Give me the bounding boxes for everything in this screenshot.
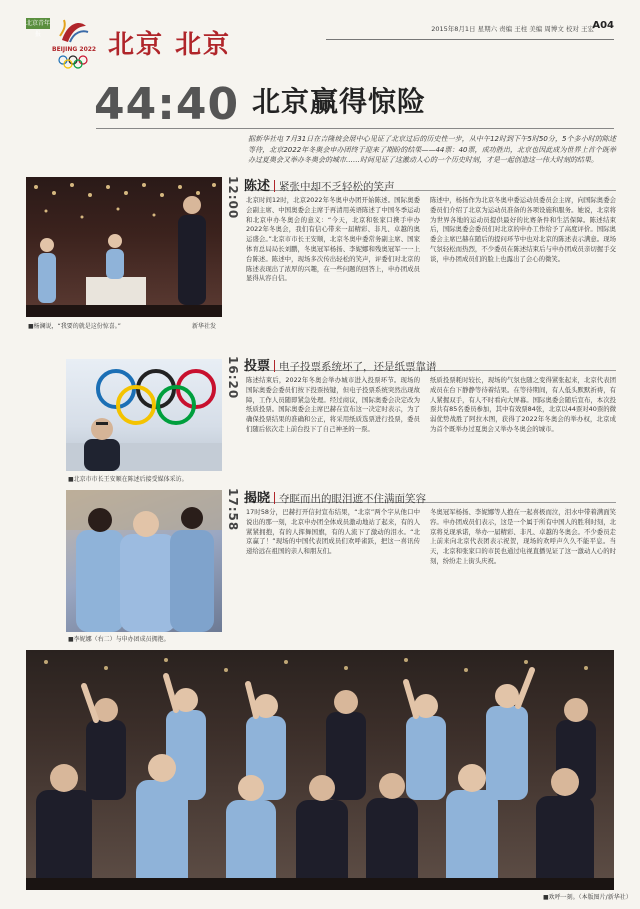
time-label-3: 17:58	[226, 488, 240, 532]
section-subtitle: 夺眶而出的眼泪遮不住满面笑容	[279, 493, 427, 505]
photo1-caption: ■杨澜说，“我要的就是这份惊喜。”	[28, 323, 121, 330]
voting-photo	[66, 359, 222, 471]
celebration-crowd-photo	[26, 650, 614, 890]
section-tag: 北京青年报	[26, 20, 51, 38]
headline-rule	[96, 128, 614, 129]
photo1-credit: 新华社发	[192, 323, 217, 330]
celebration-hug-photo	[66, 490, 222, 632]
presentation-photo	[26, 177, 222, 317]
article-column: 陈述结束后，2022年冬奥会举办城市进入投票环节。现场的国际奥委会委员们按下投票按键，但电子投票系统突然出现故障，工作人员随即紧急处理。经过商议，国际奥委会决定改为纸质投票。国际奥委会主席巴赫在宣布这一决定时表示，为了确保投票结果的准确和公正，将采用纸质选票进行投票，委员们随后依次走上前台投下了自己神圣的一票。	[246, 376, 420, 433]
section-separator	[274, 492, 275, 504]
photo2-caption: ■北京市市长王安顺在陈述后接受媒体采访。	[68, 476, 188, 483]
section-header-presentation	[244, 175, 616, 194]
time-label-2: 16:20	[226, 356, 240, 400]
time-label-1: 12:00	[226, 176, 240, 220]
article-column: 纸质投票耗时较长，现场的气氛也随之变得紧张起来，北京代表团成员在台下静静等待着结果。在等待期间，有人低头默默祈祷，有人紧握双手，有人不时看向大屏幕。国际奥委会随后宣布，本次投票共有85名委员参加，其中有效票84张，北京以44票对40票的微弱优势战胜了阿拉木图，获得了2022年冬奥会的举办权，北京成为首个既举办过夏奥会又举办冬奥会的城市。	[430, 376, 616, 433]
headline-score: 44:40	[94, 79, 240, 130]
section-subtitle: 电子投票系统坏了，还是纸票靠谱	[279, 361, 437, 373]
headline-title: 北京赢得惊险	[252, 85, 427, 118]
olympic-rings-icon	[56, 55, 96, 69]
cheering-crowd-icon	[26, 650, 614, 890]
section-name: 揭晓	[244, 491, 271, 506]
section-header-result	[244, 487, 616, 506]
olympic-rings-large-icon	[66, 359, 222, 471]
logo-text: BEIJING 2022	[52, 46, 97, 53]
article-column: 陈述中，杨扬作为北京冬奥申委运动员委员会主席，向国际奥委会委员们介绍了北京为运动员准备的各项设施和服务。她说，北京将为世界各地的运动员提供最好的比赛条件和生活保障。陈述结束后，国际奥委会委员们对北京的申办工作给予了高度评价。国际奥委会主席巴赫在随后的提问环节中也对北京的陈述表示满意。现场气氛轻松而热烈，不少委员在陈述结束后与申办团成员亲切握手交谈，申办团成员们的脸上也露出了会心的微笑。	[430, 196, 616, 263]
bottom-photo-caption: ■欢呼一刻。（本版图片/新华社）	[543, 894, 632, 901]
article-column: 17时58分，巴赫打开信封宣布结果，“北京”两个字从他口中说出的那一刻，北京申办团全体成员激动地站了起来，有的人紧紧拥抱，有的人挥舞国旗，有的人流下了激动的泪水。“北京赢了！”现场的中国代表团成员们欢呼雀跃，把这一喜讯传递给远在祖国的亲人和朋友们。	[246, 508, 420, 556]
article-column: 冬奥冠军杨扬、李妮娜等人抱在一起喜极而泣，泪水中带着满面笑容。申办团成员们表示，这是一个属于所有中国人的胜利时刻，北京将兑现承诺，举办一届精彩、非凡、卓越的冬奥会。不少委员走上前来向北京代表团表示祝贺，现场的欢呼声久久不能平息。当天，北京和张家口的市民也通过电视直播见证了这一激动人心的时刻，纷纷走上街头庆祝。	[430, 508, 616, 565]
section-name: 陈述	[244, 179, 271, 194]
header-rule	[326, 39, 614, 40]
stage-lights-icon	[26, 177, 222, 317]
page-number: A04	[592, 20, 614, 31]
section-name: 投票	[244, 359, 271, 374]
masthead	[26, 14, 614, 74]
brand-title: 北京 北京	[108, 30, 232, 60]
dateline: 2015年8月1日 星期六 责编 王柱 美编 周博文 校对 王宏	[431, 25, 594, 33]
beijing-2022-logo-icon	[54, 16, 94, 46]
lead-paragraph: 据新华社电 7月31日在吉隆坡会展中心见证了北京过后的历史性一步，从中午12时到下午5时50分，5个多小时的陈述等待，北京2022年冬奥会申办团终于迎来了期盼的结果——44票：40票，成功胜出，北京也因此成为世界上首个既举办过夏奥会又举办冬奥会的城市……时间见证了这激动人心的一个历史时刻，才是一起创造这一伟大时刻的结果。	[248, 135, 616, 164]
hugging-figures-icon	[66, 490, 222, 632]
section-separator	[274, 180, 275, 192]
article-column: 北京时间12时，北京2022年冬奥申办团开始陈述。国际奥委会副主席、中国奥委会主席于再清用英语陈述了中国冬季运动和北京申办冬奥会的意义：“今天，北京和张家口携手申办2022年冬奥会，我们有信心带来一届精彩、非凡、卓越的奥运盛会。”北京市市长王安顺，北京冬奥申委常务副主席、国家体育总局局长刘鹏，冬奥冠军杨扬、李妮娜和残奥冠军一一上台陈述。陈述中，现场多次传出轻松的笑声，评委们对北京的陈述表现出了浓厚的兴趣，在一些问题的回答上，申办团成员显得从容自信。	[246, 196, 420, 283]
photo3-caption: ■李妮娜（右二）与申办团成员拥抱。	[68, 636, 170, 643]
section-separator	[274, 360, 275, 372]
section-subtitle: 紧张中却不乏轻松的笑声	[279, 181, 395, 193]
section-header-voting	[244, 355, 616, 374]
